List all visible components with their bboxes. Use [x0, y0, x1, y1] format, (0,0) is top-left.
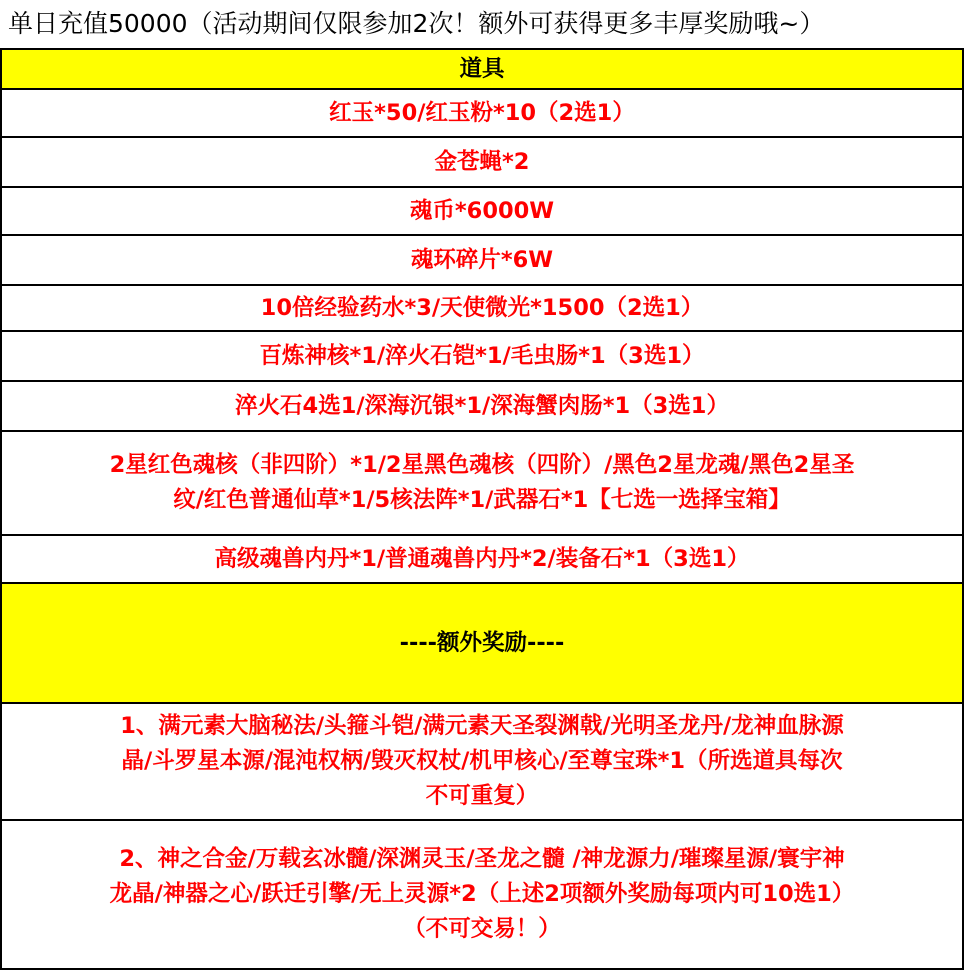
- table-row: 淬火石4选1/深海沉银*1/深海蟹肉肠*1（3选1）: [0, 382, 964, 432]
- row-line: 纹/红色普通仙草*1/5核法阵*1/武器石*1【七选一选择宝箱】: [173, 487, 791, 513]
- row-line: 不可重复）: [425, 783, 539, 809]
- table-row: 金苍蝇*2: [0, 138, 964, 188]
- extra-reward-row-2: [0, 821, 964, 970]
- table-row: 高级魂兽内丹*1/普通魂兽内丹*2/装备石*1（3选1）: [0, 536, 964, 584]
- row-line: 2星红色魂核（非四阶）*1/2星黑色魂核（四阶）/黑色2星龙魂/黑色2星圣: [109, 452, 855, 478]
- reward-table: [0, 48, 964, 970]
- extra-reward-row-1: [0, 704, 964, 821]
- page-title: 单日充值50000（活动期间仅限参加2次！额外可获得更多丰厚奖励哦~）: [8, 9, 825, 38]
- row-line: （不可交易！）: [403, 916, 561, 942]
- row-line: 1、满元素大脑秘法/头箍斗铠/满元素天圣裂渊戟/光明圣龙丹/龙神血脉源: [120, 713, 844, 739]
- table-header: 道具: [0, 50, 964, 90]
- extra-reward-header: ----额外奖励----: [0, 584, 964, 704]
- table-row: 魂币*6000W: [0, 188, 964, 236]
- row-line: 晶/斗罗星本源/混沌权柄/毁灭权杖/机甲核心/至尊宝珠*1（所选道具每次: [121, 748, 843, 774]
- table-row: 魂环碎片*6W: [0, 236, 964, 286]
- table-row: 百炼神核*1/淬火石铠*1/毛虫肠*1（3选1）: [0, 332, 964, 382]
- table-row: 10倍经验药水*3/天使微光*1500（2选1）: [0, 286, 964, 332]
- row-line: 2、神之合金/万载玄冰髓/深渊灵玉/圣龙之髓 /神龙源力/璀璨星源/寰宇神: [119, 846, 845, 872]
- table-row-choice-box: [0, 432, 964, 536]
- row-line: 龙晶/神器之心/跃迁引擎/无上灵源*2（上述2项额外奖励每项内可10选1）: [109, 881, 855, 907]
- table-row: 红玉*50/红玉粉*10（2选1）: [0, 90, 964, 138]
